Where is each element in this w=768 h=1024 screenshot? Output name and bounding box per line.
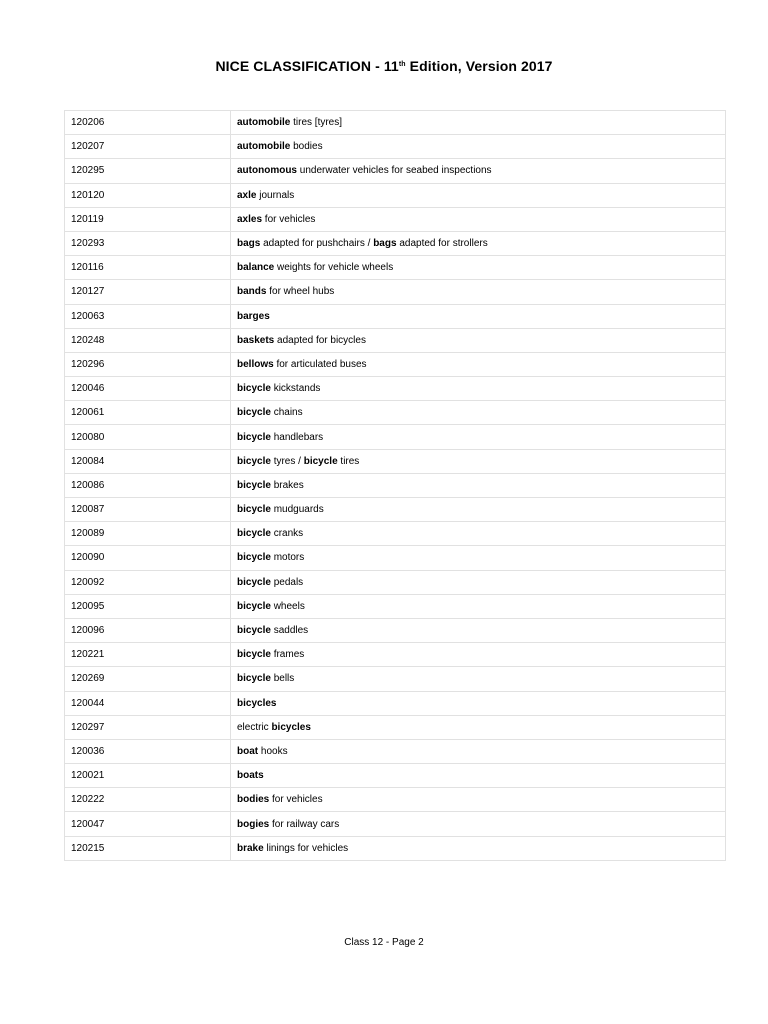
goods-term-cell bbox=[231, 836, 726, 860]
basic-number-cell: 120096 bbox=[65, 618, 231, 642]
term-text: tires bbox=[337, 455, 360, 467]
term-text: tires [tyres] bbox=[290, 117, 343, 129]
basic-number-cell: 120215 bbox=[65, 836, 231, 860]
table-row bbox=[65, 135, 726, 159]
goods-term-cell bbox=[231, 352, 726, 376]
term-keyword: autonomous bbox=[237, 165, 297, 177]
basic-number-cell: 120207 bbox=[65, 135, 231, 159]
table-row bbox=[65, 111, 726, 135]
goods-term-cell bbox=[231, 449, 726, 473]
term-text: chains bbox=[270, 407, 303, 419]
basic-number-cell: 120036 bbox=[65, 739, 231, 763]
term-keyword: boats bbox=[237, 770, 264, 782]
table-row bbox=[65, 812, 726, 836]
basic-number-cell: 120092 bbox=[65, 570, 231, 594]
term-text: for wheel hubs bbox=[266, 286, 335, 298]
table-row bbox=[65, 691, 726, 715]
term-text: for vehicles bbox=[269, 794, 323, 806]
basic-number-cell: 120095 bbox=[65, 594, 231, 618]
table-row bbox=[65, 473, 726, 497]
basic-number-cell: 120061 bbox=[65, 401, 231, 425]
basic-number-cell: 120296 bbox=[65, 352, 231, 376]
term-text: for railway cars bbox=[269, 818, 340, 830]
goods-term-cell bbox=[231, 498, 726, 522]
page-footer: Class 12 - Page 2 bbox=[344, 937, 424, 948]
basic-number-cell: 120084 bbox=[65, 449, 231, 473]
term-text: frames bbox=[270, 649, 305, 661]
term-text: tyres / bbox=[270, 455, 304, 467]
table-row bbox=[65, 570, 726, 594]
term-keyword: bellows bbox=[237, 358, 274, 370]
goods-term-cell bbox=[231, 135, 726, 159]
basic-number-cell: 120119 bbox=[65, 207, 231, 231]
term-keyword: bicycle bbox=[237, 600, 271, 612]
goods-term-cell bbox=[231, 643, 726, 667]
term-keyword: barges bbox=[237, 310, 270, 322]
term-keyword: bicycle bbox=[237, 552, 271, 564]
basic-number-cell: 120089 bbox=[65, 522, 231, 546]
goods-term-cell bbox=[231, 401, 726, 425]
table-row bbox=[65, 739, 726, 763]
table-row bbox=[65, 546, 726, 570]
title-superscript: th bbox=[398, 61, 406, 68]
goods-term-cell bbox=[231, 594, 726, 618]
table-row bbox=[65, 667, 726, 691]
classification-rows bbox=[65, 111, 726, 861]
term-keyword: bicycle bbox=[303, 455, 338, 467]
term-text: cranks bbox=[270, 528, 304, 540]
term-text: for vehicles bbox=[262, 213, 316, 225]
goods-term-cell bbox=[231, 522, 726, 546]
term-keyword: bodies bbox=[237, 794, 270, 806]
basic-number-cell: 120127 bbox=[65, 280, 231, 304]
goods-term-cell bbox=[231, 328, 726, 352]
basic-number-cell: 120206 bbox=[65, 111, 231, 135]
term-text: linings for vehicles bbox=[263, 842, 349, 854]
goods-term-cell bbox=[231, 764, 726, 788]
term-text: electric bbox=[237, 721, 272, 733]
table-row bbox=[65, 207, 726, 231]
goods-term-cell bbox=[231, 739, 726, 763]
table-row bbox=[65, 594, 726, 618]
table-row bbox=[65, 643, 726, 667]
term-text: bodies bbox=[290, 141, 323, 153]
table-row bbox=[65, 304, 726, 328]
basic-number-cell: 120293 bbox=[65, 231, 231, 255]
term-keyword: bands bbox=[237, 286, 267, 298]
table-row bbox=[65, 788, 726, 812]
classification-table bbox=[64, 110, 726, 861]
goods-term-cell bbox=[231, 256, 726, 280]
table-row bbox=[65, 498, 726, 522]
term-keyword: bicycle bbox=[237, 455, 271, 467]
table-row bbox=[65, 328, 726, 352]
goods-term-cell bbox=[231, 183, 726, 207]
term-text: bells bbox=[270, 673, 295, 685]
term-keyword: bicycle bbox=[237, 479, 271, 491]
term-text: brakes bbox=[270, 479, 304, 491]
term-text: adapted for bicycles bbox=[274, 334, 366, 346]
table-row bbox=[65, 618, 726, 642]
table-row bbox=[65, 764, 726, 788]
goods-term-cell bbox=[231, 159, 726, 183]
page-title bbox=[0, 58, 768, 74]
goods-term-cell bbox=[231, 207, 726, 231]
term-keyword: axle bbox=[237, 189, 257, 201]
term-keyword: balance bbox=[237, 262, 275, 274]
basic-number-cell: 120297 bbox=[65, 715, 231, 739]
term-keyword: bogies bbox=[237, 818, 270, 830]
table-row bbox=[65, 449, 726, 473]
table-row bbox=[65, 522, 726, 546]
term-text: hooks bbox=[258, 745, 288, 757]
term-keyword: axles bbox=[237, 213, 263, 225]
term-keyword: bicycle bbox=[237, 431, 271, 443]
goods-term-cell bbox=[231, 231, 726, 255]
term-keyword: automobile bbox=[237, 141, 291, 153]
table-row bbox=[65, 401, 726, 425]
term-text: adapted for pushchairs / bbox=[260, 238, 374, 250]
term-keyword: bicycle bbox=[237, 625, 271, 637]
goods-term-cell bbox=[231, 473, 726, 497]
term-keyword: bicycle bbox=[237, 504, 271, 516]
term-keyword: boat bbox=[237, 745, 259, 757]
basic-number-cell: 120063 bbox=[65, 304, 231, 328]
term-text: mudguards bbox=[270, 504, 324, 516]
basic-number-cell: 120269 bbox=[65, 667, 231, 691]
goods-term-cell bbox=[231, 715, 726, 739]
term-keyword: bicycle bbox=[237, 673, 271, 685]
table-row bbox=[65, 425, 726, 449]
goods-term-cell bbox=[231, 812, 726, 836]
term-text: journals bbox=[256, 189, 295, 201]
goods-term-cell bbox=[231, 788, 726, 812]
term-keyword: automobile bbox=[237, 117, 291, 129]
table-row bbox=[65, 377, 726, 401]
term-text: saddles bbox=[270, 625, 309, 637]
term-keyword: bicycle bbox=[237, 649, 271, 661]
basic-number-cell: 120120 bbox=[65, 183, 231, 207]
term-keyword: bicycle bbox=[237, 407, 271, 419]
basic-number-cell: 120046 bbox=[65, 377, 231, 401]
basic-number-cell: 120090 bbox=[65, 546, 231, 570]
basic-number-cell: 120080 bbox=[65, 425, 231, 449]
basic-number-cell: 120222 bbox=[65, 788, 231, 812]
goods-term-cell bbox=[231, 667, 726, 691]
basic-number-cell: 120086 bbox=[65, 473, 231, 497]
term-text: underwater vehicles for seabed inspections bbox=[297, 165, 492, 177]
table-row bbox=[65, 183, 726, 207]
term-keyword: bicycles bbox=[237, 697, 277, 709]
goods-term-cell bbox=[231, 691, 726, 715]
basic-number-cell: 120295 bbox=[65, 159, 231, 183]
goods-term-cell bbox=[231, 111, 726, 135]
term-keyword: brake bbox=[237, 842, 264, 854]
goods-term-cell bbox=[231, 304, 726, 328]
table-row bbox=[65, 231, 726, 255]
table-row bbox=[65, 256, 726, 280]
term-text: for articulated buses bbox=[273, 358, 367, 370]
table-row bbox=[65, 280, 726, 304]
term-keyword: bicycles bbox=[271, 721, 311, 733]
term-text: handlebars bbox=[270, 431, 324, 443]
goods-term-cell bbox=[231, 618, 726, 642]
basic-number-cell: 120047 bbox=[65, 812, 231, 836]
term-keyword: bicycle bbox=[237, 528, 271, 540]
term-text: motors bbox=[270, 552, 305, 564]
table-row bbox=[65, 836, 726, 860]
table-row bbox=[65, 159, 726, 183]
term-text: weights for vehicle wheels bbox=[274, 262, 394, 274]
title-prefix: NICE CLASSIFICATION - 11 bbox=[215, 58, 399, 74]
term-keyword: bags bbox=[373, 238, 397, 250]
term-keyword: baskets bbox=[237, 334, 275, 346]
term-text: adapted for strollers bbox=[396, 238, 488, 250]
goods-term-cell bbox=[231, 546, 726, 570]
term-text: wheels bbox=[270, 600, 305, 612]
goods-term-cell bbox=[231, 377, 726, 401]
table-row bbox=[65, 715, 726, 739]
term-keyword: bicycle bbox=[237, 576, 271, 588]
term-text: pedals bbox=[270, 576, 304, 588]
term-keyword: bicycle bbox=[237, 383, 271, 395]
term-text: kickstands bbox=[270, 383, 321, 395]
basic-number-cell: 120248 bbox=[65, 328, 231, 352]
table-row bbox=[65, 352, 726, 376]
basic-number-cell: 120116 bbox=[65, 256, 231, 280]
term-keyword: bags bbox=[237, 238, 261, 250]
basic-number-cell: 120044 bbox=[65, 691, 231, 715]
goods-term-cell bbox=[231, 280, 726, 304]
basic-number-cell: 120021 bbox=[65, 764, 231, 788]
basic-number-cell: 120221 bbox=[65, 643, 231, 667]
basic-number-cell: 120087 bbox=[65, 498, 231, 522]
goods-term-cell bbox=[231, 570, 726, 594]
title-suffix: Edition, Version 2017 bbox=[405, 58, 553, 74]
goods-term-cell bbox=[231, 425, 726, 449]
